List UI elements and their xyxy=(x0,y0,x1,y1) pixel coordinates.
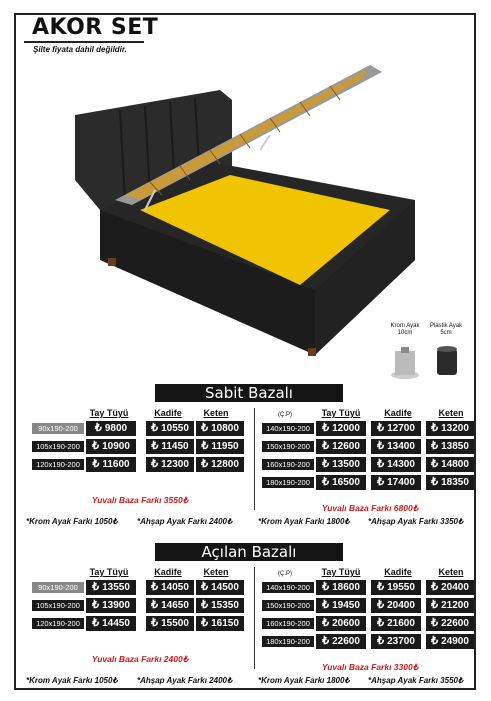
price-value: 19450 xyxy=(332,600,360,611)
size-label: 140x190-200 xyxy=(262,423,314,434)
price-cell xyxy=(426,421,474,436)
right-krom-note: *Krom Ayak Farkı 1800₺ xyxy=(258,517,350,526)
lira-icon: ₺ xyxy=(201,617,209,629)
price-value: 12800 xyxy=(211,459,239,470)
price-value: 15350 xyxy=(211,600,239,611)
lira-icon: ₺ xyxy=(92,458,100,470)
lira-icon: ₺ xyxy=(431,476,439,488)
col-header-keten: Keten xyxy=(438,408,464,418)
price-value: 20400 xyxy=(441,582,469,593)
size-label: 120x190-200 xyxy=(32,618,84,629)
price-value: 22600 xyxy=(332,636,360,647)
bed-photo xyxy=(70,60,420,360)
price-cell xyxy=(426,439,474,454)
price-value: 13200 xyxy=(441,423,469,434)
col-header-keten: Keten xyxy=(438,567,464,577)
price-value: 21200 xyxy=(441,600,469,611)
price-value: 21600 xyxy=(387,618,415,629)
price-cell xyxy=(316,439,366,454)
lira-icon: ₺ xyxy=(322,635,330,647)
price-cell xyxy=(146,616,194,631)
price-value: 13550 xyxy=(102,582,130,593)
lira-icon: ₺ xyxy=(151,458,159,470)
right-red-note: Yuvalı Baza Farkı 3300₺ xyxy=(321,662,419,672)
col-header-kadife: Kadife xyxy=(384,567,412,577)
lira-icon: ₺ xyxy=(322,617,330,629)
size-label: 180x190-200 xyxy=(262,477,314,488)
price-cell xyxy=(146,439,194,454)
price-value: 16500 xyxy=(332,477,360,488)
price-cell xyxy=(146,598,194,613)
lira-icon: ₺ xyxy=(377,635,385,647)
plastik-ayak-image xyxy=(433,345,461,379)
lira-icon: ₺ xyxy=(377,440,385,452)
right-ahsap-note: *Ahşap Ayak Farkı 3350₺ xyxy=(368,517,464,526)
left-krom-note: *Krom Ayak Farkı 1050₺ xyxy=(26,676,118,685)
right-ahsap-note: *Ahşap Ayak Farkı 3550₺ xyxy=(368,676,464,685)
lira-icon: ₺ xyxy=(322,599,330,611)
lira-icon: ₺ xyxy=(92,581,100,593)
lira-icon: ₺ xyxy=(377,581,385,593)
price-cell xyxy=(146,580,194,595)
size-label: 105x190-200 xyxy=(32,441,84,452)
price-value: 9800 xyxy=(104,423,128,434)
price-cell xyxy=(196,598,244,613)
lira-icon: ₺ xyxy=(92,617,100,629)
lira-icon: ₺ xyxy=(201,422,209,434)
left-ahsap-note: *Ahşap Ayak Farkı 2400₺ xyxy=(137,676,233,685)
price-value: 16150 xyxy=(211,618,239,629)
price-value: 12700 xyxy=(387,423,415,434)
lira-icon: ₺ xyxy=(431,599,439,611)
krom-ayak-label: Krom Ayak 10cm xyxy=(390,323,420,336)
price-cell xyxy=(426,580,474,595)
lira-icon: ₺ xyxy=(377,617,385,629)
price-cell xyxy=(86,616,136,631)
col-header-tay: Tay Tüyü xyxy=(321,408,361,418)
price-cell xyxy=(371,580,421,595)
lira-icon: ₺ xyxy=(431,422,439,434)
right-red-note: Yuvalı Baza Farkı 6800₺ xyxy=(321,503,419,513)
col-header-kadife: Kadife xyxy=(154,408,182,418)
price-cell xyxy=(146,421,194,436)
lira-icon: ₺ xyxy=(322,458,330,470)
size-label: 90x190-200 xyxy=(32,582,84,593)
price-cell xyxy=(316,421,366,436)
cp-label: (Ç.P) xyxy=(278,412,292,418)
price-cell xyxy=(316,598,366,613)
price-cell xyxy=(196,457,244,472)
left-red-note: Yuvalı Baza Farkı 2400₺ xyxy=(91,654,189,664)
price-cell xyxy=(146,457,194,472)
cp-label: (Ç.P) xyxy=(278,571,292,577)
sabit-title: Sabit Bazalı xyxy=(155,384,343,402)
price-value: 10800 xyxy=(211,423,239,434)
col-header-keten: Keten xyxy=(203,408,229,418)
price-value: 13500 xyxy=(332,459,360,470)
price-cell xyxy=(426,598,474,613)
price-value: 14050 xyxy=(161,582,189,593)
price-cell xyxy=(426,634,474,649)
size-label: 90x190-200 xyxy=(32,423,84,434)
price-value: 24900 xyxy=(441,636,469,647)
lira-icon: ₺ xyxy=(431,635,439,647)
price-value: 13900 xyxy=(102,600,130,611)
price-value: 20400 xyxy=(387,600,415,611)
size-label: 160x190-200 xyxy=(262,459,314,470)
price-cell xyxy=(426,475,474,490)
lira-icon: ₺ xyxy=(94,422,102,434)
price-cell xyxy=(196,616,244,631)
price-value: 19550 xyxy=(387,582,415,593)
column-divider xyxy=(254,408,255,510)
price-cell xyxy=(371,421,421,436)
lira-icon: ₺ xyxy=(151,422,159,434)
price-value: 14800 xyxy=(441,459,469,470)
price-value: 15500 xyxy=(161,618,189,629)
lira-icon: ₺ xyxy=(151,440,159,452)
price-value: 13400 xyxy=(387,441,415,452)
price-value: 23700 xyxy=(387,636,415,647)
price-cell xyxy=(426,457,474,472)
size-label: 150x190-200 xyxy=(262,600,314,611)
lira-icon: ₺ xyxy=(431,581,439,593)
lira-icon: ₺ xyxy=(377,476,385,488)
price-cell xyxy=(196,580,244,595)
price-value: 12000 xyxy=(332,423,360,434)
price-cell xyxy=(371,439,421,454)
lira-icon: ₺ xyxy=(377,458,385,470)
price-value: 10550 xyxy=(161,423,189,434)
price-value: 14500 xyxy=(211,582,239,593)
lira-icon: ₺ xyxy=(322,422,330,434)
krom-ayak-image xyxy=(389,345,421,381)
price-cell xyxy=(316,580,366,595)
lira-icon: ₺ xyxy=(151,581,159,593)
lira-icon: ₺ xyxy=(151,617,159,629)
size-label: 150x190-200 xyxy=(262,441,314,452)
price-value: 18350 xyxy=(441,477,469,488)
col-header-tay: Tay Tüyü xyxy=(89,408,129,418)
left-ahsap-note: *Ahşap Ayak Farkı 2400₺ xyxy=(137,517,233,526)
lira-icon: ₺ xyxy=(322,581,330,593)
price-cell xyxy=(316,634,366,649)
price-cell xyxy=(316,475,366,490)
price-cell xyxy=(86,580,136,595)
price-value: 14300 xyxy=(387,459,415,470)
lira-icon: ₺ xyxy=(431,440,439,452)
lira-icon: ₺ xyxy=(322,476,330,488)
lira-icon: ₺ xyxy=(92,440,100,452)
left-krom-note: *Krom Ayak Farkı 1050₺ xyxy=(26,517,118,526)
price-cell xyxy=(316,616,366,631)
price-value: 11600 xyxy=(102,459,130,470)
lira-icon: ₺ xyxy=(201,599,209,611)
price-cell xyxy=(86,439,136,454)
col-header-tay: Tay Tüyü xyxy=(89,567,129,577)
lira-icon: ₺ xyxy=(201,458,209,470)
lira-icon: ₺ xyxy=(377,599,385,611)
page-title: AKOR SET xyxy=(32,15,159,40)
size-label: 105x190-200 xyxy=(32,600,84,611)
price-value: 11450 xyxy=(161,441,189,452)
acilan-title: Açılan Bazalı xyxy=(155,543,343,561)
lira-icon: ₺ xyxy=(431,617,439,629)
left-red-note: Yuvalı Baza Farkı 3550₺ xyxy=(91,495,189,505)
col-header-kadife: Kadife xyxy=(154,567,182,577)
price-value: 12600 xyxy=(332,441,360,452)
lira-icon: ₺ xyxy=(201,440,209,452)
price-value: 12300 xyxy=(161,459,189,470)
size-label: 120x190-200 xyxy=(32,459,84,470)
size-label: 180x190-200 xyxy=(262,636,314,647)
price-value: 10900 xyxy=(102,441,130,452)
price-value: 11950 xyxy=(211,441,239,452)
size-label: 140x190-200 xyxy=(262,582,314,593)
col-header-kadife: Kadife xyxy=(384,408,412,418)
price-cell xyxy=(371,457,421,472)
price-cell xyxy=(196,439,244,454)
price-cell xyxy=(86,421,136,436)
mattress-note: Şilte fiyata dahil değildir. xyxy=(33,45,127,54)
lira-icon: ₺ xyxy=(151,599,159,611)
price-value: 14450 xyxy=(102,618,130,629)
price-value: 13850 xyxy=(441,441,469,452)
col-header-keten: Keten xyxy=(203,567,229,577)
size-label: 160x190-200 xyxy=(262,618,314,629)
lira-icon: ₺ xyxy=(431,458,439,470)
column-divider xyxy=(254,567,255,669)
price-value: 20600 xyxy=(332,618,360,629)
price-cell xyxy=(316,457,366,472)
lira-icon: ₺ xyxy=(201,581,209,593)
price-cell xyxy=(371,475,421,490)
price-value: 17400 xyxy=(387,477,415,488)
lira-icon: ₺ xyxy=(377,422,385,434)
col-header-tay: Tay Tüyü xyxy=(321,567,361,577)
price-cell xyxy=(371,634,421,649)
plastik-ayak-label: Plastik Ayak 5cm xyxy=(429,323,463,336)
lira-icon: ₺ xyxy=(322,440,330,452)
right-krom-note: *Krom Ayak Farkı 1800₺ xyxy=(258,676,350,685)
price-cell xyxy=(86,598,136,613)
price-cell xyxy=(86,457,136,472)
price-value: 14650 xyxy=(161,600,189,611)
price-cell xyxy=(371,598,421,613)
lira-icon: ₺ xyxy=(92,599,100,611)
price-cell xyxy=(371,616,421,631)
title-underline xyxy=(24,41,144,43)
price-value: 22600 xyxy=(441,618,469,629)
price-cell xyxy=(196,421,244,436)
price-value: 18600 xyxy=(332,582,360,593)
price-cell xyxy=(426,616,474,631)
